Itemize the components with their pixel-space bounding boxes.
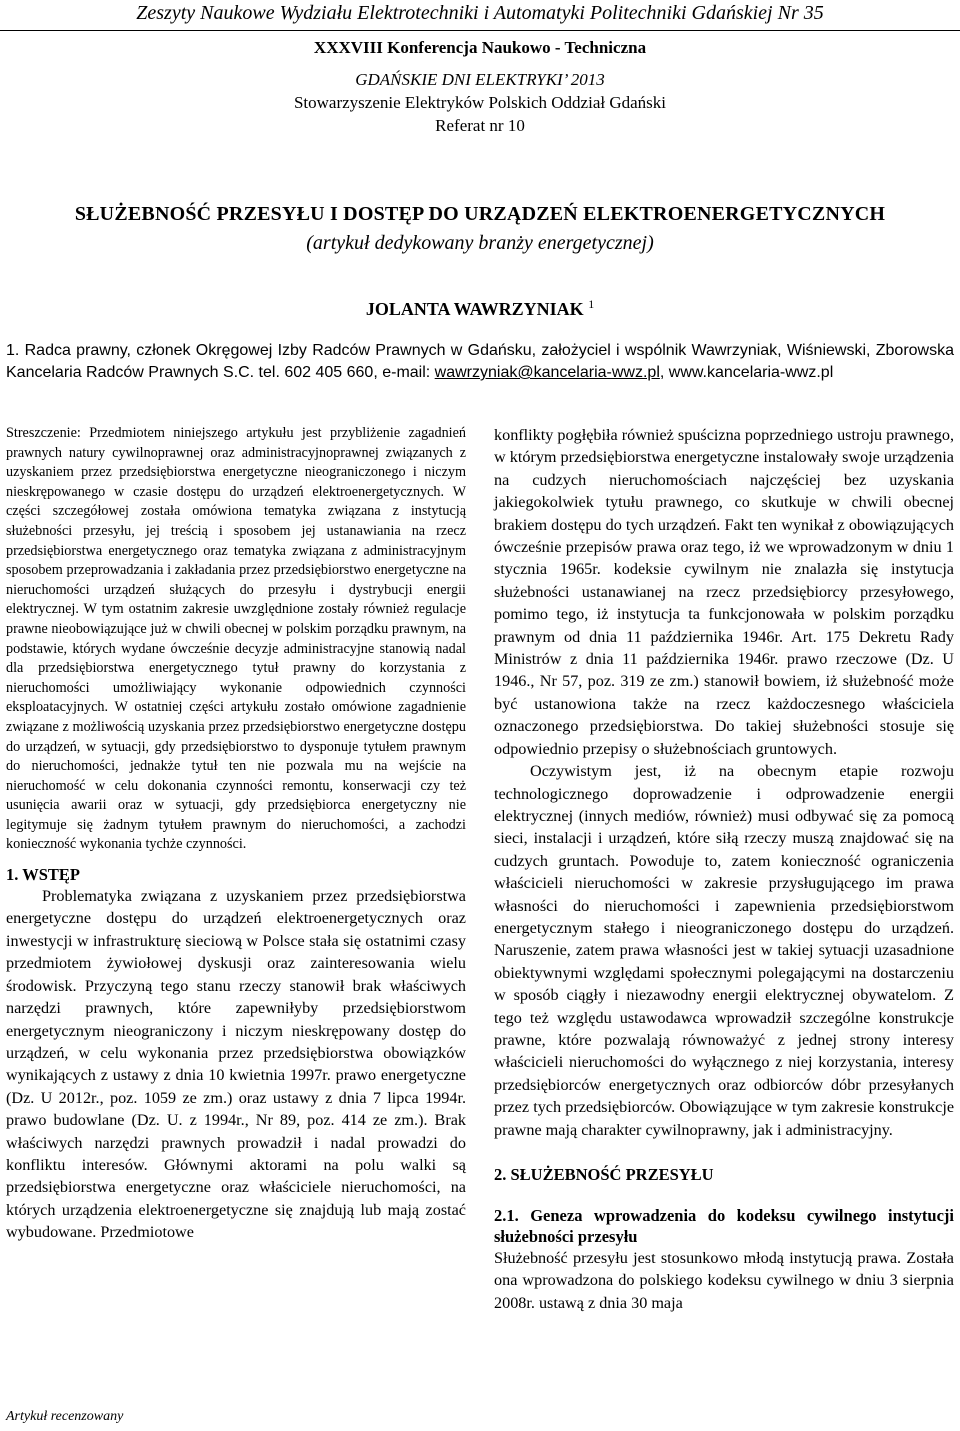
affiliation-text: 1. Radca prawny, członek Okręgowej Izby Radców Prawnych w Gdańsku, założyciel i wspólnik Wawrzyniak, Wiśniewski, Zborowska Kancelaria Radców Prawnych S.C. tel. 602 405 660, e-mail: (6, 342, 954, 381)
right-column (494, 424, 954, 1314)
author-footnote-mark: 1 (588, 297, 595, 311)
section-2-heading: 2. SŁUŻEBNOŚĆ PRZESYŁU (494, 1165, 714, 1184)
section-2-1-paragraph-1: Służebność przesyłu jest stosunkowo młodą instytucją prawa. Została ona wprowadzona do polskiego kodeksu cywilnego w dniu 3 sierpnia 2008r. ustawą z dnia 30 maja (494, 1249, 954, 1312)
paper-subtitle: (artykuł dedykowany branży energetycznej) (306, 232, 654, 254)
email-link[interactable]: wawrzyniak@kancelaria-wwz.pl (434, 364, 660, 381)
section-2-1-heading: 2.1. Geneza wprowadzenia do kodeksu cywilnego instytucji służebności przesyłu (494, 1206, 954, 1246)
website-text: www.kancelaria-wwz.pl (668, 364, 834, 381)
section-1-paragraph-2: Oczywistym jest, iż na obecnym etapie rozwoju technologicznego doprowadzenie i odprowadzenie energii elektrycznej (innych mediów, również) musi odbywać się za pomocą sieci, instalacji i urządzeń, które siłą rzeczy muszą znajdować się na cudzych gruntach. Powoduje to, zatem konieczność ograniczenia właścicieli nieruchomości w zakresie przysługującego im prawa własności do nieruchomości i zapewnienia przedsiębiorstwom energetycznym stałego i nieograniczonego dostępu do urządzeń. Naruszenie, zatem prawa własności jest w takiej sytuacji uzasadnione obiektywnymi względami społecznymi polegającymi na dostarczeniu w sposób ciągły i niezawodny energii elektrycznej obywatelom. Z tego też względu ustawodawca wprowadził szczególne konstrukcje prawne, które pozwalają równoważyć z jednej strony interesy właścicieli nieruchomości do wyłącznego z niej korzystania, interesy przedsiębiorców energetycznych oraz odbiorców dóbr przesyłanych przez tych przedsiębiorców. Obowiązujące w tym zakresie konstrukcje prawne mają charakter cywilnoprawny, jak i administracyjny. (494, 762, 954, 1139)
journal-header: Zeszyty Naukowe Wydziału Elektrotechniki i Automatyki Politechniki Gdańskiej Nr 35 (0, 0, 960, 31)
abstract (6, 424, 466, 855)
section-1-heading: 1. WSTĘP (6, 865, 80, 885)
section-1-paragraph-1-continued: konflikty pogłębiła również spuścizna poprzedniego ustroju prawnego, w którym przedsiębiorstwa energetyczne instalowały swoje urządzenia na cudzych nieruchomościach najczęściej bez uzyskania jakiegokolwiek tytułu prawnego, co skutkuje w chwili obecnej brakiem dostępu do tych urządzeń. Fakt ten wynikał z obowiązujących ówcześnie przepisów prawa oraz tego, iż we wprowadzonym w dniu 1 stycznia 1965r. kodeksie cywilnym nie znalazła się instytucja służebności ustanawianej na rzecz przedsiębiorcy przesyłowego, pomimo tego, iż instytucja ta funkcjonowała w polskim porządku prawnym od dnia 11 października 1946r. Art. 175 Dekretu Rady Ministrów z dnia 11 października 1946r. prawo rzeczowe (Dz. U 1946., Nr 57, poz. 319 ze zm.) stanowił bowiem, iż służebność może być ustanowiona także na rzecz każdoczesnego właściciela oznaczonego przedsiębiorstwa. Do takiej służebności stosuje się odpowiednio przepisy o służebnościach gruntowych. (494, 426, 954, 758)
paper-title: SŁUŻEBNOŚĆ PRZESYŁU I DOSTĘP DO URZĄDZEŃ ELEKTROENERGETYCZNYCH (74, 203, 886, 225)
author-affiliation (6, 340, 954, 384)
abstract-label: Streszczenie: (6, 425, 81, 441)
abstract-text: Przedmiotem niniejszego artykułu jest przybliżenie zagadnień prawnych natury cywilnoprawnej oraz administracyjnoprawnej związanych z uzyskaniem przez przedsiębiorstwa energetyczne nieograniczonego i niczym nieskrępowanego w czasie dostępu do urządzeń elektroenergetycznych. W części szczegółowej została omówiona tematyka związana z instytucją służebności przesyłu, jej treścią i sposobem jej ustanawiania na rzecz przedsiębiorstwa energetycznego oraz tematyka związana z administracyjnym sposobem przeprowadzania i zakładania przez przedsiębiorstwo energetyczne na nieruchomości urządzeń służących do przesyłu i dystrybucji energii elektrycznej. W tym ostatnim zakresie uwzględnione zostały również regulacje prawne nieobowiązujące już w chwili obecnej w polskim porządku prawnym, na podstawie, których wydane ówcześnie decyzje administracyjne stanowią nadal dla przedsiębiorstwa energetycznego tytuł prawny do korzystania z nieruchomości umożliwiający wykonanie odpowiednich czynności eksploatacyjnych. W ostatniej części artykułu zostało omówione zagadnienie związane z możliwością uzyskania przez przedsiębiorstwo energetyczne dostępu do urządzeń, w sytuacji, gdy przedsiębiorstwo to dysponuje tytułem prawnym do nieruchomości, jednakże tytuł ten nie pozwala mu na wejście na nieruchomość w celu dokonania czynności remontu, konserwacji czy też usunięcia awarii oraz w sytuacji, gdy przedsiębiorca energetyczny nie legitymuje się żadnym tytułem prawnym do nieruchomości, a zachodzi konieczność wykonania tychże czynności. (6, 425, 466, 853)
report-number: Referat nr 10 (435, 116, 525, 135)
conference-name: XXXVIII Konferencja Naukowo - Techniczna (313, 38, 647, 57)
affiliation-separator: , (659, 364, 669, 381)
author-name: JOLANTA WAWRZYNIAK (365, 299, 584, 319)
association-name: Stowarzyszenie Elektryków Polskich Oddział Gdański (293, 93, 667, 112)
left-column (6, 424, 466, 1244)
reviewed-note: Artykuł recenzowany (6, 1409, 124, 1424)
event-name: GDAŃSKIE DNI ELEKTRYKI’ 2013 (355, 70, 605, 89)
author-line (0, 297, 960, 320)
section-1-paragraph-1: Problematyka związana z uzyskaniem przez przedsiębiorstwa energetyczne dostępu do urządzeń elektroenergetycznych oraz inwestycji w infrastrukturę sieciową w Polsce stała się ostatnimi czasy przedmiotem żywiołowej dyskusji oraz zainteresowania wielu środowisk. Przyczyną tego stanu rzeczy stanowił brak właściwych narzędzi prawnych, które zapewniłyby przedsiębiorstwom energetycznym nieograniczony i niczym nieskrępowany dostęp do urządzeń, w celu wykonania przez przedsiębiorstwa obowiązków wynikających z ustawy z dnia 10 kwietnia 1997r. prawo energetyczne (Dz. U 2012r., poz. 1059 ze zm.) oraz ustawy z dnia 7 lipca 1994r. prawo budowlane (Dz. U. z 1994r., Nr 89, poz. 414 ze zm.). Brak właściwych narzędzi prawnych prowadził i nadal prowadzi do konfliktu interesów. Głównymi aktorami na polu walki są przedsiębiorstwa energetyczne oraz właściciele nieruchomości, na których urządzenia elektroenergetyczne się znajdują lub mają zostać wybudowane. Przedmiotowe (6, 887, 466, 1242)
